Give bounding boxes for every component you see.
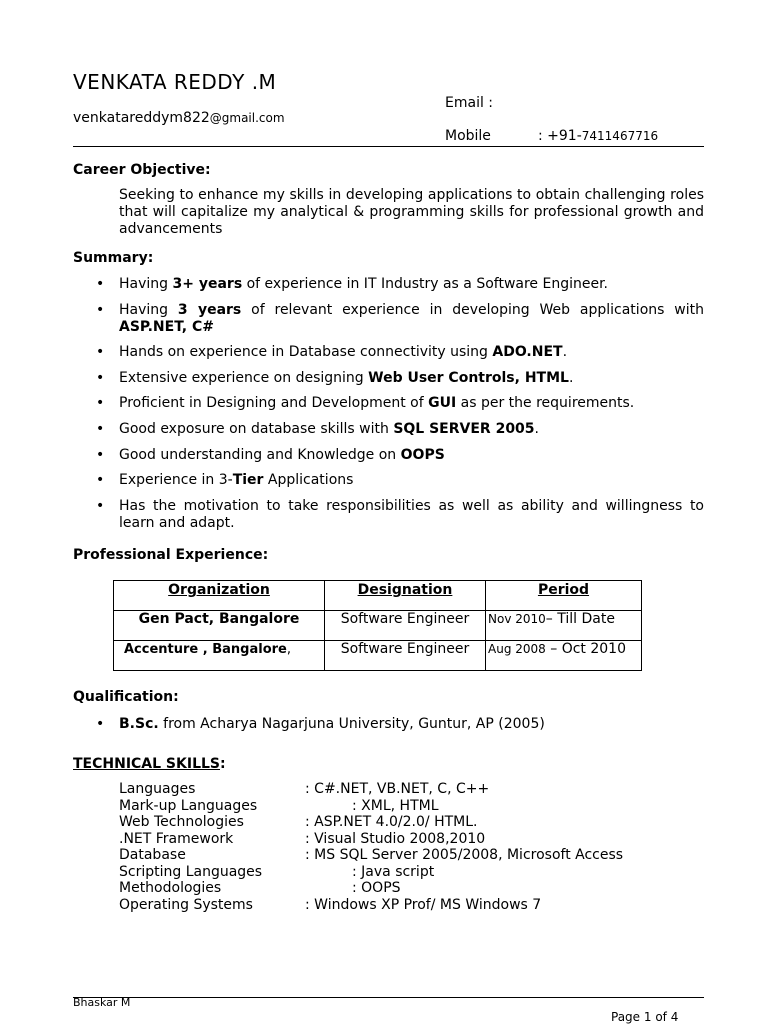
- cell-designation: Software Engineer: [325, 611, 486, 641]
- bullet-icon: •: [96, 395, 105, 411]
- bullet-icon: •: [96, 370, 105, 386]
- page-number: Page 1 of 4: [611, 1010, 679, 1024]
- skill-label: Operating Systems: [119, 897, 253, 913]
- cell-period: Nov 2010– Till Date: [486, 611, 642, 641]
- candidate-name: VENKATA REDDY .M: [73, 70, 277, 94]
- skill-label: Web Technologies: [119, 814, 244, 830]
- bullet-icon: •: [96, 344, 105, 360]
- bullet-icon: •: [96, 447, 105, 463]
- cell-organization: Accenture , Bangalore,: [114, 641, 325, 671]
- column-header-period: Period: [486, 581, 642, 611]
- skills-heading: TECHNICAL SKILLS:: [73, 756, 226, 772]
- mobile-label: Mobile: [445, 128, 491, 144]
- table-row: [114, 641, 642, 671]
- skill-value: : Windows XP Prof/ MS Windows 7: [305, 897, 542, 913]
- career-objective-heading: Career Objective:: [73, 162, 211, 178]
- skill-value: : XML, HTML: [352, 798, 439, 814]
- email-label: Email :: [445, 95, 494, 111]
- bullet-icon: •: [96, 421, 105, 437]
- skill-label: Mark-up Languages: [119, 798, 258, 814]
- bullet-icon: •: [96, 472, 105, 488]
- summary-item: Hands on experience in Database connectivity using ADO.NET.: [119, 344, 568, 360]
- email-address[interactable]: [73, 110, 285, 126]
- summary-item: Extensive experience on designing Web User Controls, HTML.: [119, 370, 574, 386]
- mobile-prefix: : +91-: [538, 128, 582, 144]
- skill-value: : MS SQL Server 2005/2008, Microsoft Access: [305, 847, 624, 863]
- column-header-organization: Organization: [114, 581, 325, 611]
- skill-value: : Visual Studio 2008,2010: [305, 831, 486, 847]
- skill-value: : Java script: [352, 864, 435, 880]
- email-domain: @gmail.com: [209, 111, 285, 125]
- summary-item: Experience in 3-Tier Applications: [119, 472, 354, 488]
- summary-heading: Summary:: [73, 250, 154, 266]
- bullet-icon: •: [96, 716, 105, 732]
- summary-item: Proficient in Designing and Development of GUI as per the requirements.: [119, 395, 635, 411]
- footer-author: Bhaskar M: [73, 996, 131, 1009]
- skill-label: Languages: [119, 781, 196, 797]
- summary-item: Good exposure on database skills with SQL SERVER 2005.: [119, 421, 539, 437]
- qualification-heading: Qualification:: [73, 689, 179, 705]
- bullet-icon: •: [96, 302, 105, 318]
- cell-organization: Gen Pact, Bangalore: [114, 611, 325, 641]
- table-row: [114, 611, 642, 641]
- skill-value: : ASP.NET 4.0/2.0/ HTML.: [305, 814, 478, 830]
- qualification-item: B.Sc. from Acharya Nagarjuna University, Guntur, AP (2005): [119, 716, 545, 732]
- mobile-number: [538, 128, 658, 144]
- skill-value: : C#.NET, VB.NET, C, C++: [305, 781, 490, 797]
- summary-item: Has the motivation to take responsibilities as well as ability and willingness to learn and adapt.: [119, 498, 704, 531]
- skill-label: Scripting Languages: [119, 864, 263, 880]
- experience-heading: Professional Experience:: [73, 547, 269, 563]
- email-user: venkatareddym822: [73, 110, 210, 126]
- summary-item: Having 3+ years of experience in IT Industry as a Software Engineer.: [119, 276, 609, 292]
- footer-divider: [73, 997, 704, 998]
- header-divider: [73, 146, 704, 147]
- summary-item: Good understanding and Knowledge on OOPS: [119, 447, 445, 463]
- mobile-digits: 7411467716: [581, 129, 659, 143]
- experience-table: [113, 580, 642, 671]
- column-header-designation: Designation: [325, 581, 486, 611]
- bullet-icon: •: [96, 498, 105, 514]
- table-header-row: [114, 581, 642, 611]
- cell-period: Aug 2008 – Oct 2010: [486, 641, 642, 671]
- summary-item: Having 3 years of relevant experience in developing Web applications with ASP.NET, C#: [119, 302, 704, 335]
- skill-label: .NET Framework: [119, 831, 234, 847]
- skill-label: Database: [119, 847, 186, 863]
- cell-designation: Software Engineer: [325, 641, 486, 671]
- career-objective-text: Seeking to enhance my skills in developing applications to obtain challenging roles that will capitalize my analytical & programming skills for professional growth and advancements: [119, 187, 704, 237]
- skill-value: : OOPS: [352, 880, 401, 896]
- bullet-icon: •: [96, 276, 105, 292]
- skill-label: Methodologies: [119, 880, 222, 896]
